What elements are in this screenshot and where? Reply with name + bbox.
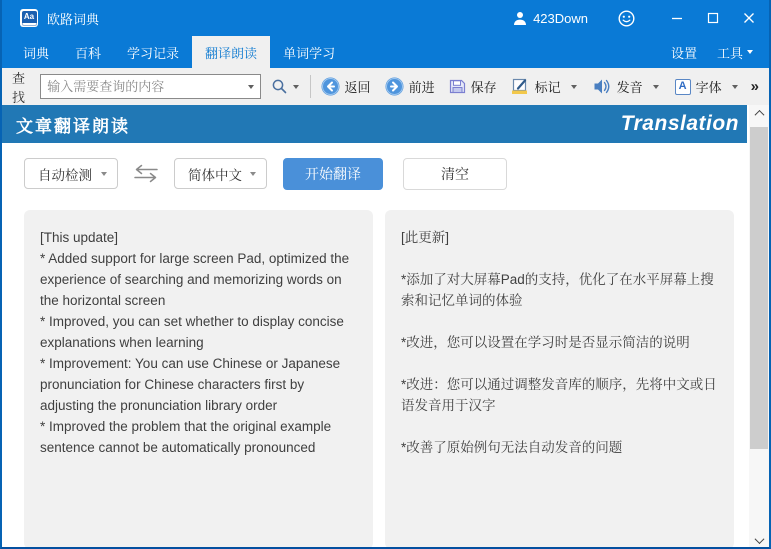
scrollbar-up-button[interactable]	[749, 105, 769, 122]
maximize-button[interactable]	[695, 3, 731, 33]
toolbar	[2, 68, 769, 105]
user-icon	[513, 11, 527, 26]
search-combobox[interactable]	[40, 74, 260, 99]
back-label: 返回	[344, 80, 371, 95]
tab-word-study[interactable]: 单词学习	[283, 45, 336, 61]
swap-languages-button[interactable]	[132, 164, 160, 183]
user-account-button[interactable]	[513, 11, 588, 26]
minimize-button[interactable]	[659, 3, 695, 33]
scrollbar-down-button[interactable]	[749, 532, 769, 549]
search-history-caret-icon[interactable]	[248, 85, 254, 89]
mark-icon	[511, 78, 530, 95]
scrollbar-down-icon	[754, 534, 764, 544]
title-bar	[2, 0, 769, 36]
font-label: 字体	[695, 80, 722, 95]
source-language-value: 自动检测	[38, 167, 92, 183]
source-text-panel[interactable]	[24, 210, 373, 549]
save-button[interactable]	[449, 77, 497, 96]
tab-encyclopedia[interactable]: 百科	[75, 45, 102, 61]
paragraph: [此更新]	[401, 230, 450, 245]
toolbar-separator	[310, 75, 311, 98]
font-options-caret-icon[interactable]	[732, 85, 738, 89]
swap-languages-icon	[132, 164, 160, 183]
start-translate-button[interactable]: 开始翻译	[283, 158, 383, 190]
tab-dictionary[interactable]: 词典	[23, 45, 50, 61]
smiley-icon	[618, 10, 635, 27]
paragraph: * Improved, you can set whether to display concise explanations when learning	[40, 314, 344, 350]
paragraph: * Added support for large screen Pad, optimized the experience of searching and memorizing words on the horizontal screen	[40, 251, 350, 308]
scrollbar-thumb[interactable]	[750, 127, 768, 449]
clear-button[interactable]: 清空	[403, 158, 507, 190]
paragraph: [This update]	[40, 230, 119, 245]
username-label: 423Down	[533, 10, 588, 26]
maximize-icon	[707, 12, 719, 24]
forward-icon	[385, 77, 404, 96]
mark-options-caret-icon[interactable]	[571, 85, 577, 89]
search-button[interactable]	[271, 78, 299, 95]
app-icon: Aa	[20, 9, 38, 27]
save-label: 保存	[470, 80, 497, 95]
save-icon	[449, 78, 466, 95]
close-button[interactable]	[731, 3, 767, 33]
vertical-scrollbar[interactable]	[749, 105, 769, 549]
chevron-down-icon	[101, 172, 107, 176]
paragraph: * Improved the problem that the original example sentence cannot be automatically pronounced	[40, 419, 332, 455]
paragraph: *改进，您可以设置在学习时是否显示简洁的说明	[401, 335, 690, 350]
tools-menu[interactable]: 工具	[717, 43, 753, 62]
paragraph: * Improvement: You can use Chinese or Japanese pronunciation for Chinese characters first by adjusting the pronunciation library order	[40, 356, 341, 413]
font-icon: A	[675, 79, 691, 95]
content-area	[2, 105, 769, 549]
back-button[interactable]	[321, 77, 371, 96]
page-subtitle: Translation	[620, 112, 739, 135]
target-language-value: 简体中文	[188, 167, 242, 183]
close-icon	[743, 12, 755, 24]
pronounce-icon	[593, 78, 612, 95]
search-input[interactable]	[41, 79, 241, 94]
search-options-caret-icon[interactable]	[293, 85, 299, 89]
paragraph: *改进：您可以通过调整发音库的顺序，先将中文或日语发音用于汉字	[401, 377, 717, 413]
chevron-down-icon	[250, 172, 256, 176]
tab-translate-read[interactable]: 翻译朗读	[192, 36, 270, 68]
forward-label: 前进	[408, 80, 435, 95]
font-button[interactable]	[675, 77, 740, 96]
page-header	[2, 105, 747, 143]
source-language-select[interactable]	[24, 158, 118, 189]
tab-bar	[2, 36, 769, 68]
pronounce-label: 发音	[616, 80, 643, 95]
chevron-down-icon	[747, 50, 753, 54]
mark-label: 标记	[534, 80, 561, 95]
feedback-button[interactable]	[618, 10, 635, 27]
translated-text-panel[interactable]	[385, 210, 734, 549]
find-label: 查找	[12, 70, 26, 105]
page-title: 文章翻译朗读	[16, 116, 130, 136]
back-icon	[321, 77, 340, 96]
forward-button[interactable]	[385, 77, 435, 96]
search-icon	[271, 78, 288, 95]
minimize-icon	[671, 12, 683, 24]
tabbar-right	[671, 36, 769, 68]
toolbar-overflow-button[interactable]: »	[750, 78, 759, 95]
translate-controls	[24, 158, 507, 189]
settings-menu[interactable]: 设置	[670, 45, 697, 61]
paragraph: *改善了原始例句无法自动发音的问题	[401, 440, 623, 455]
tab-study-record[interactable]: 学习记录	[127, 45, 180, 61]
pronounce-button[interactable]	[593, 77, 661, 96]
window-title: 欧路词典	[47, 11, 100, 27]
paragraph: *添加了对大屏幕Pad的支持，优化了在水平屏幕上搜索和记忆单词的体验	[401, 272, 714, 308]
target-language-select[interactable]	[174, 158, 267, 189]
pronounce-options-caret-icon[interactable]	[653, 85, 659, 89]
scrollbar-up-icon	[754, 110, 764, 120]
titlebar-right	[513, 3, 769, 33]
mark-button[interactable]	[511, 77, 579, 96]
